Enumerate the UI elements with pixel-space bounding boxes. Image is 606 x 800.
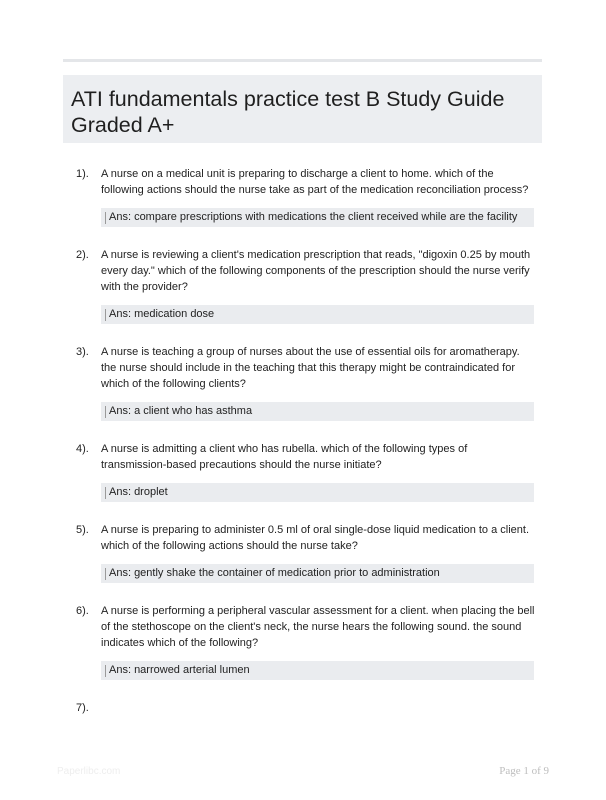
question-text: A nurse is admitting a client who has rubella. which of the following types of transmission-based precautions should the nurse initiate? xyxy=(101,443,468,471)
question-text xyxy=(101,700,535,716)
answer-box xyxy=(101,208,534,227)
answer-box xyxy=(101,305,534,324)
answer-text: Ans: compare prescriptions with medications the client received while are the facility xyxy=(109,211,518,223)
question-text: A nurse is reviewing a client's medication prescription that reads, "digoxin 0.25 by mouth every day." which of the following components of the prescription should the nurse verify with the provider? xyxy=(101,249,531,293)
question-text: A nurse is performing a peripheral vascular assessment for a client. when placing the bell of the stethoscope on the client's neck, the nurse hears the following sound. the sound indicates which of the following? xyxy=(101,605,535,649)
title-banner xyxy=(63,75,542,143)
answer-box xyxy=(101,483,534,502)
watermark-text: Paperlibc.com xyxy=(57,766,121,777)
question-item xyxy=(63,344,542,421)
question-text: A nurse is preparing to administer 0.5 ml of oral single-dose liquid medication to a client. which of the following actions should the nurse take? xyxy=(101,524,530,552)
question-text: A nurse on a medical unit is preparing to discharge a client to home. which of the following actions should the nurse take as part of the medication reconciliation process? xyxy=(101,168,529,196)
question-item xyxy=(63,522,542,583)
answer-marker xyxy=(105,309,106,321)
question-number: 2). xyxy=(76,249,89,261)
answer-text: Ans: droplet xyxy=(109,486,168,498)
answer-marker xyxy=(105,568,106,580)
question-number: 3). xyxy=(76,346,89,358)
page-indicator: Page 1 of 9 xyxy=(499,765,549,777)
answer-box xyxy=(101,402,534,421)
question-text: A nurse is teaching a group of nurses about the use of essential oils for aromatherapy. the nurse should include in the teaching that this therapy might be contraindicated for which of the following clients? xyxy=(101,346,520,390)
question-item xyxy=(63,247,542,324)
question-number: 5). xyxy=(76,524,89,536)
answer-marker xyxy=(105,406,106,418)
question-list xyxy=(63,166,542,736)
answer-marker xyxy=(105,665,106,677)
question-number: 7). xyxy=(76,702,89,714)
answer-box xyxy=(101,564,534,583)
answer-text: Ans: narrowed arterial lumen xyxy=(109,664,250,676)
answer-box xyxy=(101,661,534,680)
question-item xyxy=(63,603,542,680)
answer-text: Ans: gently shake the container of medication prior to administration xyxy=(109,567,440,579)
answer-text: Ans: a client who has asthma xyxy=(109,405,253,417)
question-number: 1). xyxy=(76,168,89,180)
answer-marker xyxy=(105,212,106,224)
question-item xyxy=(63,700,542,716)
question-number: 6). xyxy=(76,605,89,617)
answer-marker xyxy=(105,487,106,499)
answer-text: Ans: medication dose xyxy=(109,308,215,320)
question-item xyxy=(63,441,542,502)
top-divider xyxy=(63,59,542,62)
question-item xyxy=(63,166,542,227)
document-title: ATI fundamentals practice test B Study Guide Graded A+ xyxy=(71,87,505,137)
question-number: 4). xyxy=(76,443,89,455)
